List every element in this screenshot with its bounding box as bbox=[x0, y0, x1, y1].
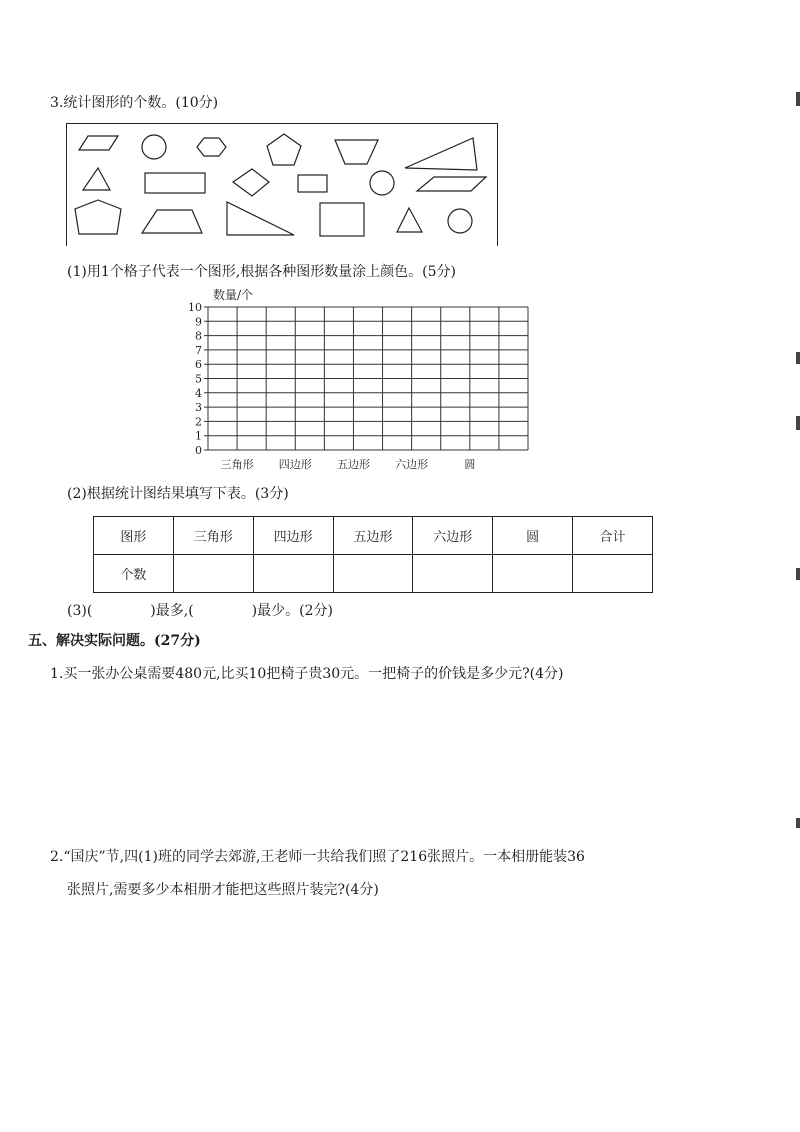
answer-cell[interactable] bbox=[173, 555, 253, 593]
y-tick-label: 0 bbox=[195, 444, 202, 457]
rectangle-shape bbox=[145, 173, 205, 193]
question-5-2-line-2: 张照片,需要多少本相册才能把这些照片装完?(4分) bbox=[67, 882, 379, 898]
y-tick-label: 10 bbox=[188, 301, 202, 314]
pentagon-shape bbox=[267, 134, 301, 165]
hexagon-shape bbox=[197, 138, 226, 156]
y-axis-label: 数量/个 bbox=[213, 288, 254, 302]
parallelogram-shape bbox=[417, 177, 486, 191]
answer-area-1[interactable] bbox=[50, 690, 650, 830]
scan-edge-mark bbox=[796, 568, 800, 580]
y-axis-ticks bbox=[188, 301, 202, 457]
x-category-label: 四边形 bbox=[278, 458, 312, 471]
x-category-label: 五边形 bbox=[336, 458, 370, 471]
x-category-label: 圆 bbox=[464, 458, 476, 471]
rectangle-shape bbox=[298, 175, 327, 192]
table-header-cell: 三角形 bbox=[173, 517, 253, 555]
scan-edge-mark bbox=[796, 416, 800, 430]
triangle-shape bbox=[405, 138, 477, 170]
scan-edge-mark bbox=[796, 92, 800, 106]
parallelogram-shape bbox=[79, 136, 118, 150]
scan-edge-mark bbox=[796, 818, 800, 828]
table-header-cell: 合计 bbox=[573, 517, 653, 555]
x-category-label: 三角形 bbox=[220, 458, 254, 471]
square-shape bbox=[320, 203, 364, 236]
table-header-cell: 图形 bbox=[94, 517, 174, 555]
y-tick-label: 5 bbox=[195, 372, 202, 386]
count-table bbox=[93, 516, 653, 593]
trapezoid-shape bbox=[335, 140, 378, 164]
triangle-shape bbox=[397, 208, 422, 232]
y-tick-label: 9 bbox=[195, 315, 202, 329]
table-header-cell: 圆 bbox=[493, 517, 573, 555]
circle-shape bbox=[370, 171, 394, 195]
answer-area-2[interactable] bbox=[50, 910, 650, 1110]
y-tick-label: 2 bbox=[195, 415, 202, 429]
answer-cell[interactable] bbox=[253, 555, 333, 593]
x-axis-labels bbox=[221, 457, 476, 471]
shapes-figure bbox=[66, 123, 498, 246]
table-row-label: 个数 bbox=[94, 555, 174, 593]
part-3-text-start: (3)( bbox=[67, 603, 93, 619]
triangle-shape bbox=[227, 202, 294, 235]
chart-grid bbox=[204, 307, 528, 450]
part-3-line bbox=[67, 604, 333, 618]
x-category-label: 六边形 bbox=[395, 458, 429, 471]
y-tick-label: 4 bbox=[195, 386, 202, 400]
rhombus-shape bbox=[233, 169, 269, 196]
y-tick-label: 1 bbox=[195, 429, 202, 443]
triangle-shape bbox=[83, 168, 110, 190]
table-header-cell: 五边形 bbox=[333, 517, 413, 555]
y-tick-label: 8 bbox=[195, 329, 202, 343]
answer-cell[interactable] bbox=[493, 555, 573, 593]
question-5-2-line-1: 2.“国庆”节,四(1)班的同学去郊游,王老师一共给我们照了216张照片。一本相册能装36 bbox=[50, 849, 585, 865]
part-2-instruction: (2)根据统计图结果填写下表。(3分) bbox=[67, 486, 289, 502]
circle-shape bbox=[448, 209, 472, 233]
trapezoid-shape bbox=[142, 210, 202, 233]
table-header-cell: 四边形 bbox=[253, 517, 333, 555]
answer-cell[interactable] bbox=[333, 555, 413, 593]
shapes-drawing bbox=[67, 124, 497, 246]
table-header-row bbox=[94, 517, 653, 555]
table-count-row bbox=[94, 555, 653, 593]
section-5-title: 五、解决实际问题。(27分) bbox=[28, 633, 201, 649]
circle-shape bbox=[142, 135, 166, 159]
y-tick-label: 3 bbox=[195, 401, 202, 415]
statistics-grid-chart bbox=[180, 283, 540, 473]
answer-cell[interactable] bbox=[573, 555, 653, 593]
part-1-instruction: (1)用1个格子代表一个图形,根据各种图形数量涂上颜色。(5分) bbox=[67, 264, 457, 280]
y-tick-label: 7 bbox=[195, 343, 202, 357]
part-3-text-end: )最少。(2分) bbox=[251, 603, 333, 619]
part-3-text-middle: )最多,( bbox=[150, 603, 194, 619]
question-5-1: 1.买一张办公桌需要480元,比买10把椅子贵30元。一把椅子的价钱是多少元?(4分) bbox=[50, 666, 564, 682]
scan-edge-mark bbox=[796, 352, 800, 364]
table-header-cell: 六边形 bbox=[413, 517, 493, 555]
pentagon-shape bbox=[75, 200, 121, 234]
y-tick-label: 6 bbox=[195, 358, 202, 372]
question-3-title: 3.统计图形的个数。(10分) bbox=[50, 95, 219, 111]
answer-cell[interactable] bbox=[413, 555, 493, 593]
